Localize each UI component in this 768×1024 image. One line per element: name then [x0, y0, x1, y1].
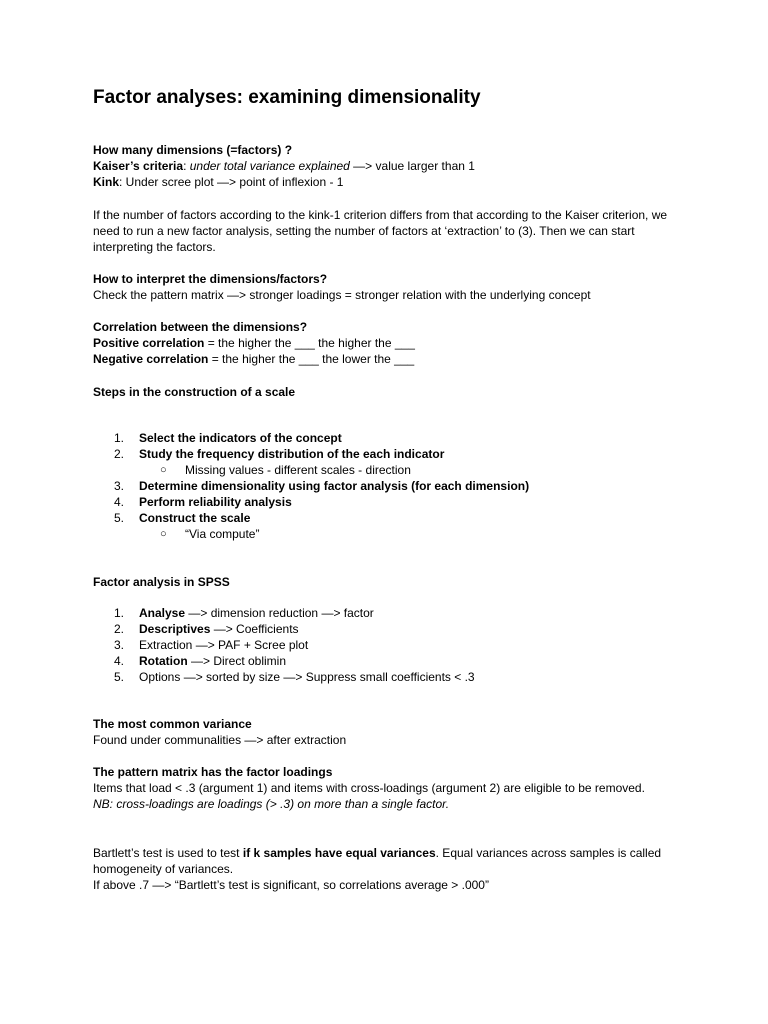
interpret-heading: How to interpret the dimensions/factors?: [93, 272, 328, 286]
bartlett-section: [93, 845, 681, 893]
negative-correlation-line: Negative correlation = the higher the ___ the lower the ___: [93, 352, 415, 366]
scale-step: 1. Select the indicators of the concept: [114, 431, 342, 445]
interpret-text: Check the pattern matrix —> stronger loadings = stronger relation with the underlying concept: [93, 288, 591, 302]
correlation-heading: Correlation between the dimensions?: [93, 320, 308, 334]
bartlett-line2: If above .7 —> “Bartlett’s test is significant, so correlations average > .000”: [93, 878, 489, 892]
pattern-heading: The pattern matrix has the factor loadings: [93, 765, 333, 779]
kink-paragraph: If the number of factors according to the kink-1 criterion differs from that according to the Kaiser criterion, we need to run a new factor analysis, setting the number of factors at ‘extraction’ to (3). Then we can start interpreting the factors.: [93, 208, 668, 254]
spss-heading: Factor analysis in SPSS: [93, 575, 230, 589]
scale-substep: ○ “Via compute”: [160, 527, 260, 541]
bartlett-text: Bartlett’s test is used to test if k samples have equal variances. Equal variances across samples is called homogeneity of variances.: [93, 846, 662, 876]
pattern-text: Items that load < .3 (argument 1) and items with cross-loadings (argument 2) are eligible to be removed.: [93, 781, 645, 795]
kink-line: Kink: Under scree plot —> point of inflexion - 1: [93, 175, 344, 189]
scale-step: 2. Study the frequency distribution of the each indicator: [114, 447, 445, 461]
scale-step: 4. Perform reliability analysis: [114, 495, 292, 509]
interpret-section: [93, 271, 693, 303]
scale-substep: ○ Missing values - different scales - direction: [160, 463, 411, 477]
scale-heading: Steps in the construction of a scale: [93, 385, 296, 399]
kaiser-label: Kaiser’s criteria: [93, 159, 184, 173]
dimensions-section: [93, 142, 693, 190]
circle-bullet-icon: ○: [160, 464, 167, 476]
correlation-section: [93, 319, 693, 367]
variance-text: Found under communalities —> after extraction: [93, 733, 347, 747]
spss-step: 4. Rotation —> Direct oblimin: [114, 654, 287, 668]
pattern-note: NB: cross-loadings are loadings (> .3) on more than a single factor.: [93, 797, 450, 811]
spss-step: 5. Options —> sorted by size —> Suppress small coefficients < .3: [114, 670, 475, 684]
page-title: Factor analyses: examining dimensionality: [93, 87, 481, 108]
dimensions-heading: How many dimensions (=factors) ?: [93, 143, 293, 157]
pattern-section: [93, 764, 653, 812]
circle-bullet-icon: ○: [160, 528, 167, 540]
spss-steps-list: [93, 605, 693, 685]
scale-steps-list: [93, 430, 693, 542]
spss-step: 2. Descriptives —> Coefficients: [114, 622, 299, 636]
spss-step: 1. Analyse —> dimension reduction —> factor: [114, 606, 374, 620]
variance-heading: The most common variance: [93, 717, 252, 731]
positive-correlation-line: Positive correlation = the higher the ___ the higher the ___: [93, 336, 415, 350]
kaiser-line: Kaiser’s criteria: under total variance explained —> value larger than 1: [93, 159, 475, 173]
scale-step: 5. Construct the scale: [114, 511, 251, 525]
spss-step: 3. Extraction —> PAF + Scree plot: [114, 638, 309, 652]
kaiser-italic: under total variance explained: [189, 159, 350, 173]
kink-label: Kink: [93, 175, 120, 189]
variance-section: [93, 716, 693, 748]
scale-step: 3. Determine dimensionality using factor analysis (for each dimension): [114, 479, 530, 493]
